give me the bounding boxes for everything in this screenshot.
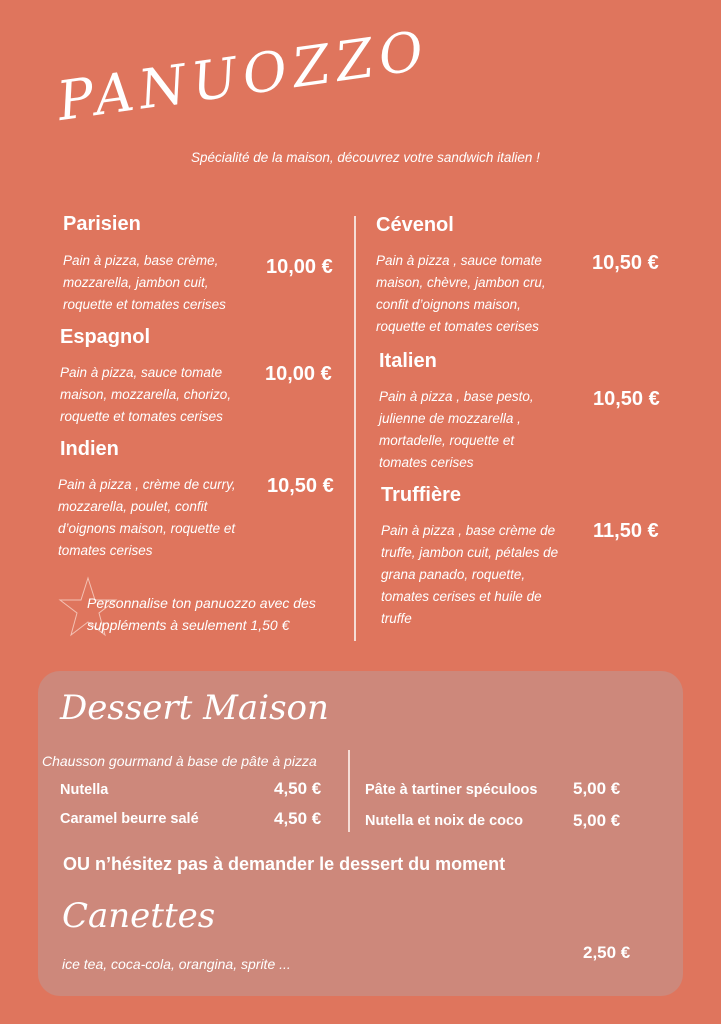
dessert-name: Nutella <box>60 782 109 798</box>
canettes-price: 2,50 € <box>583 943 631 962</box>
item-name: Parisien <box>63 213 141 235</box>
item-desc: Pain à pizza , crème de curry, mozzarella, poulet, confit d’oignons maison, roquette et tomates cerises <box>58 477 236 558</box>
item-price: 10,50 € <box>267 475 334 497</box>
item-desc: Pain à pizza, sauce tomate maison, mozzarella, chorizo, roquette et tomates cerises <box>60 365 232 424</box>
item-price: 10,00 € <box>265 363 332 385</box>
item-desc: Pain à pizza , base pesto, julienne de mozzarella , mortadelle, roquette et tomates cerises <box>379 389 534 470</box>
item-desc: Pain à pizza, base crème, mozzarella, jambon cuit, roquette et tomates cerises <box>63 253 226 312</box>
dessert-divider <box>348 750 350 832</box>
item-name: Espagnol <box>60 326 151 348</box>
item-name: Truffière <box>381 484 462 506</box>
item-price: 11,50 € <box>593 520 659 542</box>
dessert-title: Dessert Maison <box>60 688 329 728</box>
dessert-name: Caramel beurre salé <box>60 811 199 827</box>
dessert-name: Nutella et noix de coco <box>365 813 523 829</box>
subtitle: Spécialité de la maison, découvrez votre sandwich italien ! <box>191 150 540 165</box>
dessert-name: Pâte à tartiner spéculoos <box>365 782 538 798</box>
dessert-subtitle: Chausson gourmand à base de pâte à pizza <box>42 753 317 769</box>
dessert-price: 5,00 € <box>573 811 621 830</box>
item-desc: Pain à pizza , base crème de truffe, jambon cuit, pétales de grana panado, roquette, tomates cerises et huile de truffe <box>381 523 559 626</box>
item-price: 10,50 € <box>593 388 660 410</box>
logo-title: PANUOZZO <box>53 18 434 133</box>
item-name: Indien <box>60 438 119 460</box>
canettes-desc: ice tea, coca-cola, orangina, sprite ... <box>62 956 291 972</box>
item-price: 10,00 € <box>266 256 333 278</box>
supplement-note: Personnalise ton panuozzo avec des suppléments à seulement 1,50 € <box>87 595 316 633</box>
dessert-note: OU n’hésitez pas à demander le dessert du moment <box>63 854 506 874</box>
item-price: 10,50 € <box>592 252 659 274</box>
column-divider <box>354 216 356 641</box>
dessert-price: 4,50 € <box>274 779 322 798</box>
item-desc: Pain à pizza , sauce tomate maison, chèvre, jambon cru, confit d’oignons maison, roquette et tomates cerises <box>376 253 546 334</box>
dessert-price: 4,50 € <box>274 809 322 828</box>
canettes-title: Canettes <box>62 896 216 936</box>
dessert-price: 5,00 € <box>573 779 621 798</box>
item-name: Italien <box>379 350 437 372</box>
item-name: Cévenol <box>376 214 454 236</box>
